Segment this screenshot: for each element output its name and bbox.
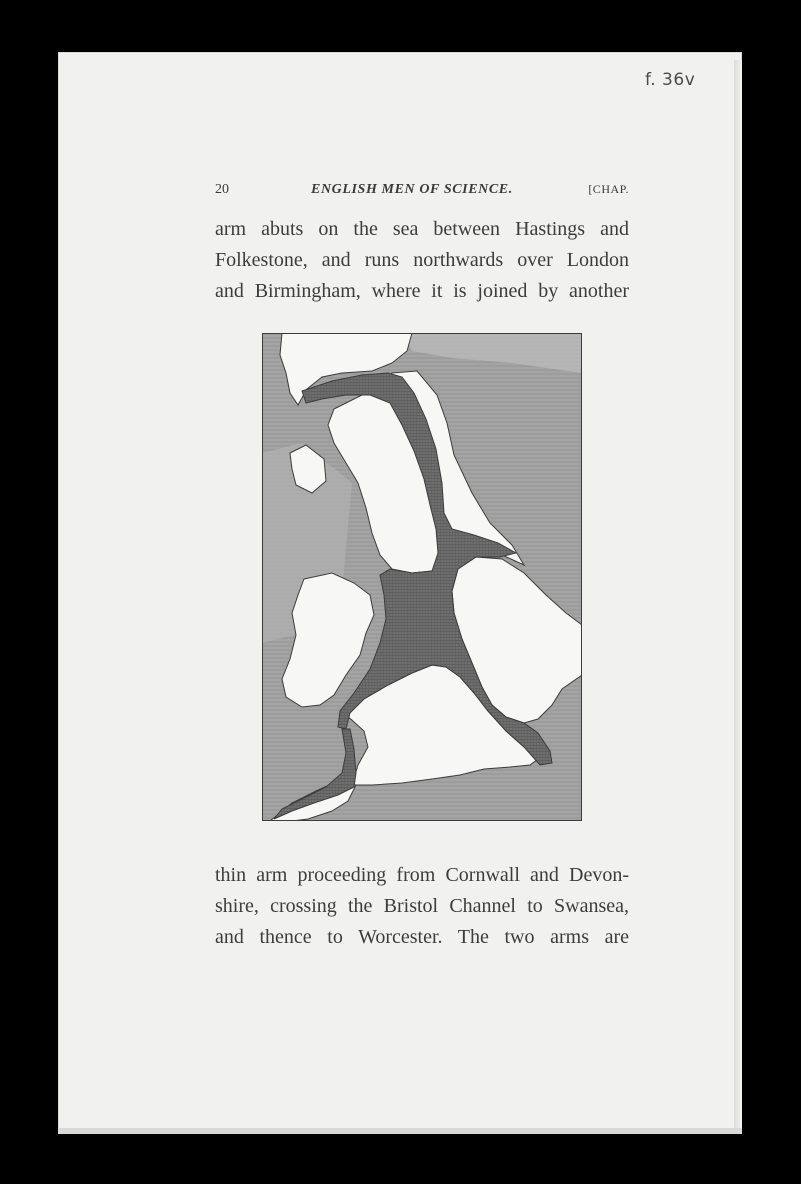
paragraph-top xyxy=(215,214,629,307)
book-title: ENGLISH MEN OF SCIENCE. xyxy=(311,182,513,197)
running-head xyxy=(215,182,629,204)
page-edge-right xyxy=(734,60,742,1134)
text-line: Folkestone, and runs northwards over London xyxy=(215,249,629,271)
geological-map-figure xyxy=(262,333,582,821)
page-number: 20 xyxy=(215,182,229,197)
handwritten-folio-note: f. 36v xyxy=(645,70,696,90)
text-line: and Birmingham, where it is joined by another xyxy=(215,280,629,302)
text-line: shire, crossing the Bristol Channel to Swansea, xyxy=(215,895,629,917)
text-line: and thence to Worcester. The two arms are xyxy=(215,926,629,948)
text-line: arm abuts on the sea between Hastings and xyxy=(215,218,629,240)
paragraph-bottom xyxy=(215,860,629,953)
text-line: thin arm proceeding from Cornwall and Devon- xyxy=(215,864,629,886)
page-edge-bottom xyxy=(58,1128,742,1134)
chapter-mark: [CHAP. xyxy=(588,182,629,196)
